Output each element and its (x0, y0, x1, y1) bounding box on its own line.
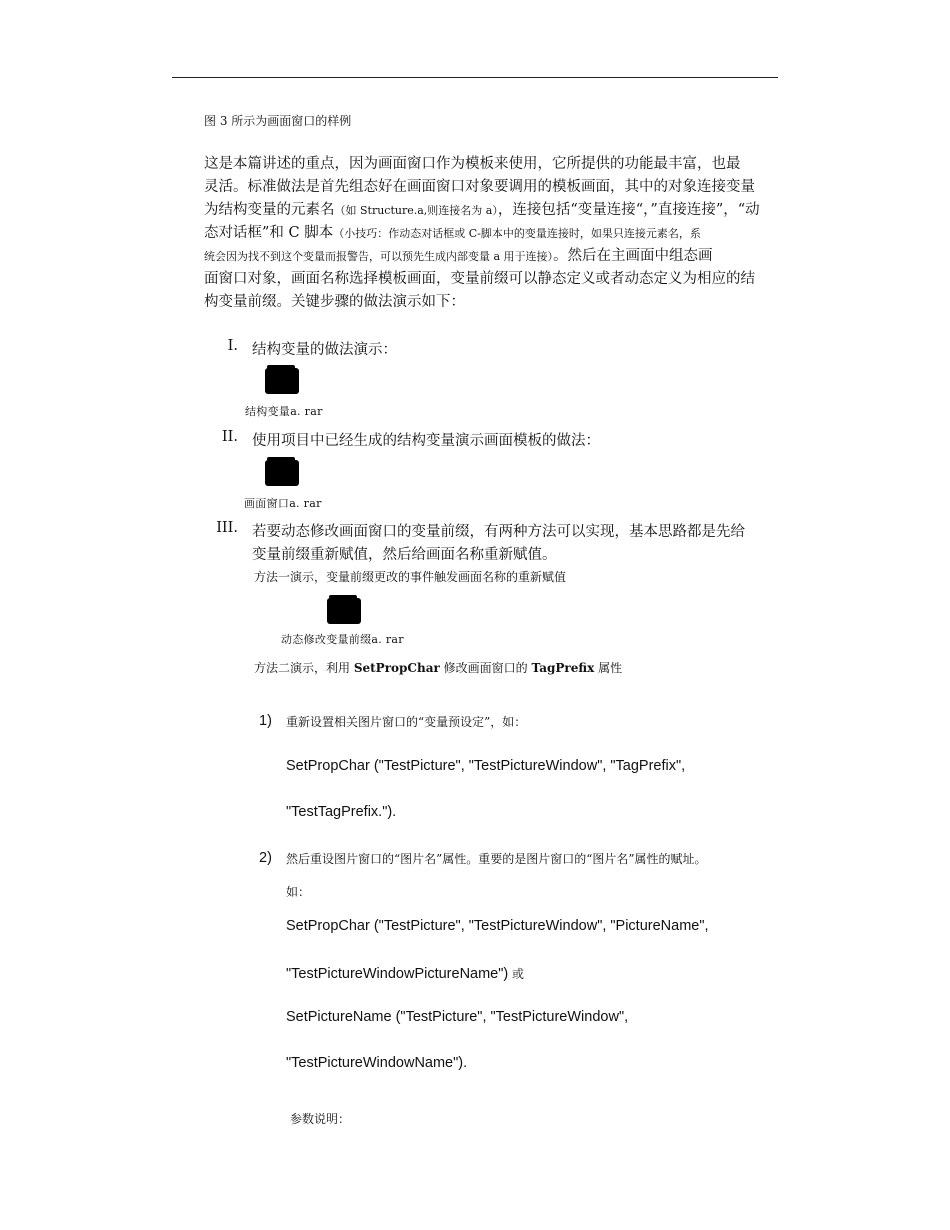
section-1-number: I. (227, 338, 238, 354)
section-3-number: III. (216, 520, 238, 536)
intro-line-segment: 这是本篇讲述的重点，因为画面窗口作为模板来使用，它所提供的功能最丰富，也最 (204, 156, 741, 172)
intro-line-segment: 。然后在主画面中组态画 (553, 248, 713, 264)
header-rule (172, 77, 778, 78)
attachment-name[interactable]: 动态修改变量前缀a. rar (281, 633, 404, 646)
intro-line-segment: 为结构变量的元素名 (204, 202, 335, 218)
intro-line-segment: 构变量前缀。关键步骤的做法演示如下： (204, 294, 465, 310)
step-2-code-line-3: SetPictureName ("TestPicture", "TestPictureWindow", (286, 1009, 629, 1025)
attachment-icon[interactable] (265, 368, 299, 394)
intro-line (204, 153, 784, 176)
intro-line (204, 176, 784, 199)
section-2-number: II. (221, 429, 238, 445)
attachment-name[interactable]: 画面窗口a. rar (244, 497, 322, 510)
intro-line-segment: ，连接包括“变量连接“，”直接连接”，“动 (497, 202, 760, 218)
method-1-text: 方法一演示，变量前缀更改的事件触发画面名称的重新赋值 (254, 570, 567, 584)
method-2-text: 方法二演示，利用 SetPropChar 修改画面窗口的 TagPrefix 属性 (254, 661, 623, 675)
step-2-code-line-1: SetPropChar ("TestPicture", "TestPictureWindow", "PictureName", (286, 918, 709, 934)
intro-line-segment: 灵活。标准做法是首先组态好在画面窗口对象要调用的模板画面，其中的对象连接变量 (204, 179, 755, 195)
section-2-text: 使用项目中已经生成的结构变量演示画面模板的做法： (252, 433, 600, 449)
attachment-icon[interactable] (265, 460, 299, 486)
intro-line-segment: （小技巧：作动态对话框或 C-脚本中的变量连接时，如果只连接元素名，系 (333, 227, 701, 240)
step-2-code-line-4: "TestPictureWindowName"). (286, 1055, 468, 1071)
intro-line-segment: 统会因为找不到这个变量而报警告，可以预先生成内部变量 a 用于连接） (204, 250, 554, 263)
attachment-name[interactable]: 结构变量a. rar (245, 405, 323, 418)
intro-line-segment: （如 Structure.a,则连接名为 a） (334, 204, 498, 217)
intro-line (204, 245, 784, 268)
step-2-text: 然后重设图片窗口的“图片名”属性。重要的是图片窗口的“图片名”属性的赋址。 (286, 852, 707, 866)
section-3-line-2: 变量前缀重新赋值，然后给画面名称重新赋值。 (252, 547, 557, 563)
step-1-text: 重新设置相关图片窗口的“变量预设定”，如： (286, 715, 527, 729)
params-label: 参数说明： (290, 1112, 351, 1126)
step-2-number: 2) (259, 850, 272, 866)
step-1-code-line-2: "TestTagPrefix."). (286, 804, 397, 820)
section-1-text: 结构变量的做法演示： (252, 342, 397, 358)
section-3-line-1: 若要动态修改画面窗口的变量前缀，有两种方法可以实现，基本思路都是先给 (252, 524, 745, 540)
figure-caption: 图 3 所示为画面窗口的样例 (204, 114, 352, 128)
intro-line-segment: 态对话框”和 C 脚本 (204, 225, 334, 241)
attachment-icon[interactable] (327, 598, 361, 624)
intro-line (204, 222, 784, 245)
intro-line (204, 268, 784, 291)
step-1-code-line-1: SetPropChar ("TestPicture", "TestPictureWindow", "TagPrefix", (286, 758, 686, 774)
intro-line-segment: 面窗口对象，画面名称选择模板画面，变量前缀可以静态定义或者动态定义为相应的结 (204, 271, 755, 287)
step-2-code-line-2: "TestPictureWindowPictureName") 或 (286, 966, 525, 982)
step-1-number: 1) (259, 713, 272, 729)
intro-line (204, 291, 784, 314)
intro-line (204, 199, 784, 222)
step-2-text-2: 如： (286, 885, 311, 899)
intro-paragraph (204, 153, 784, 314)
